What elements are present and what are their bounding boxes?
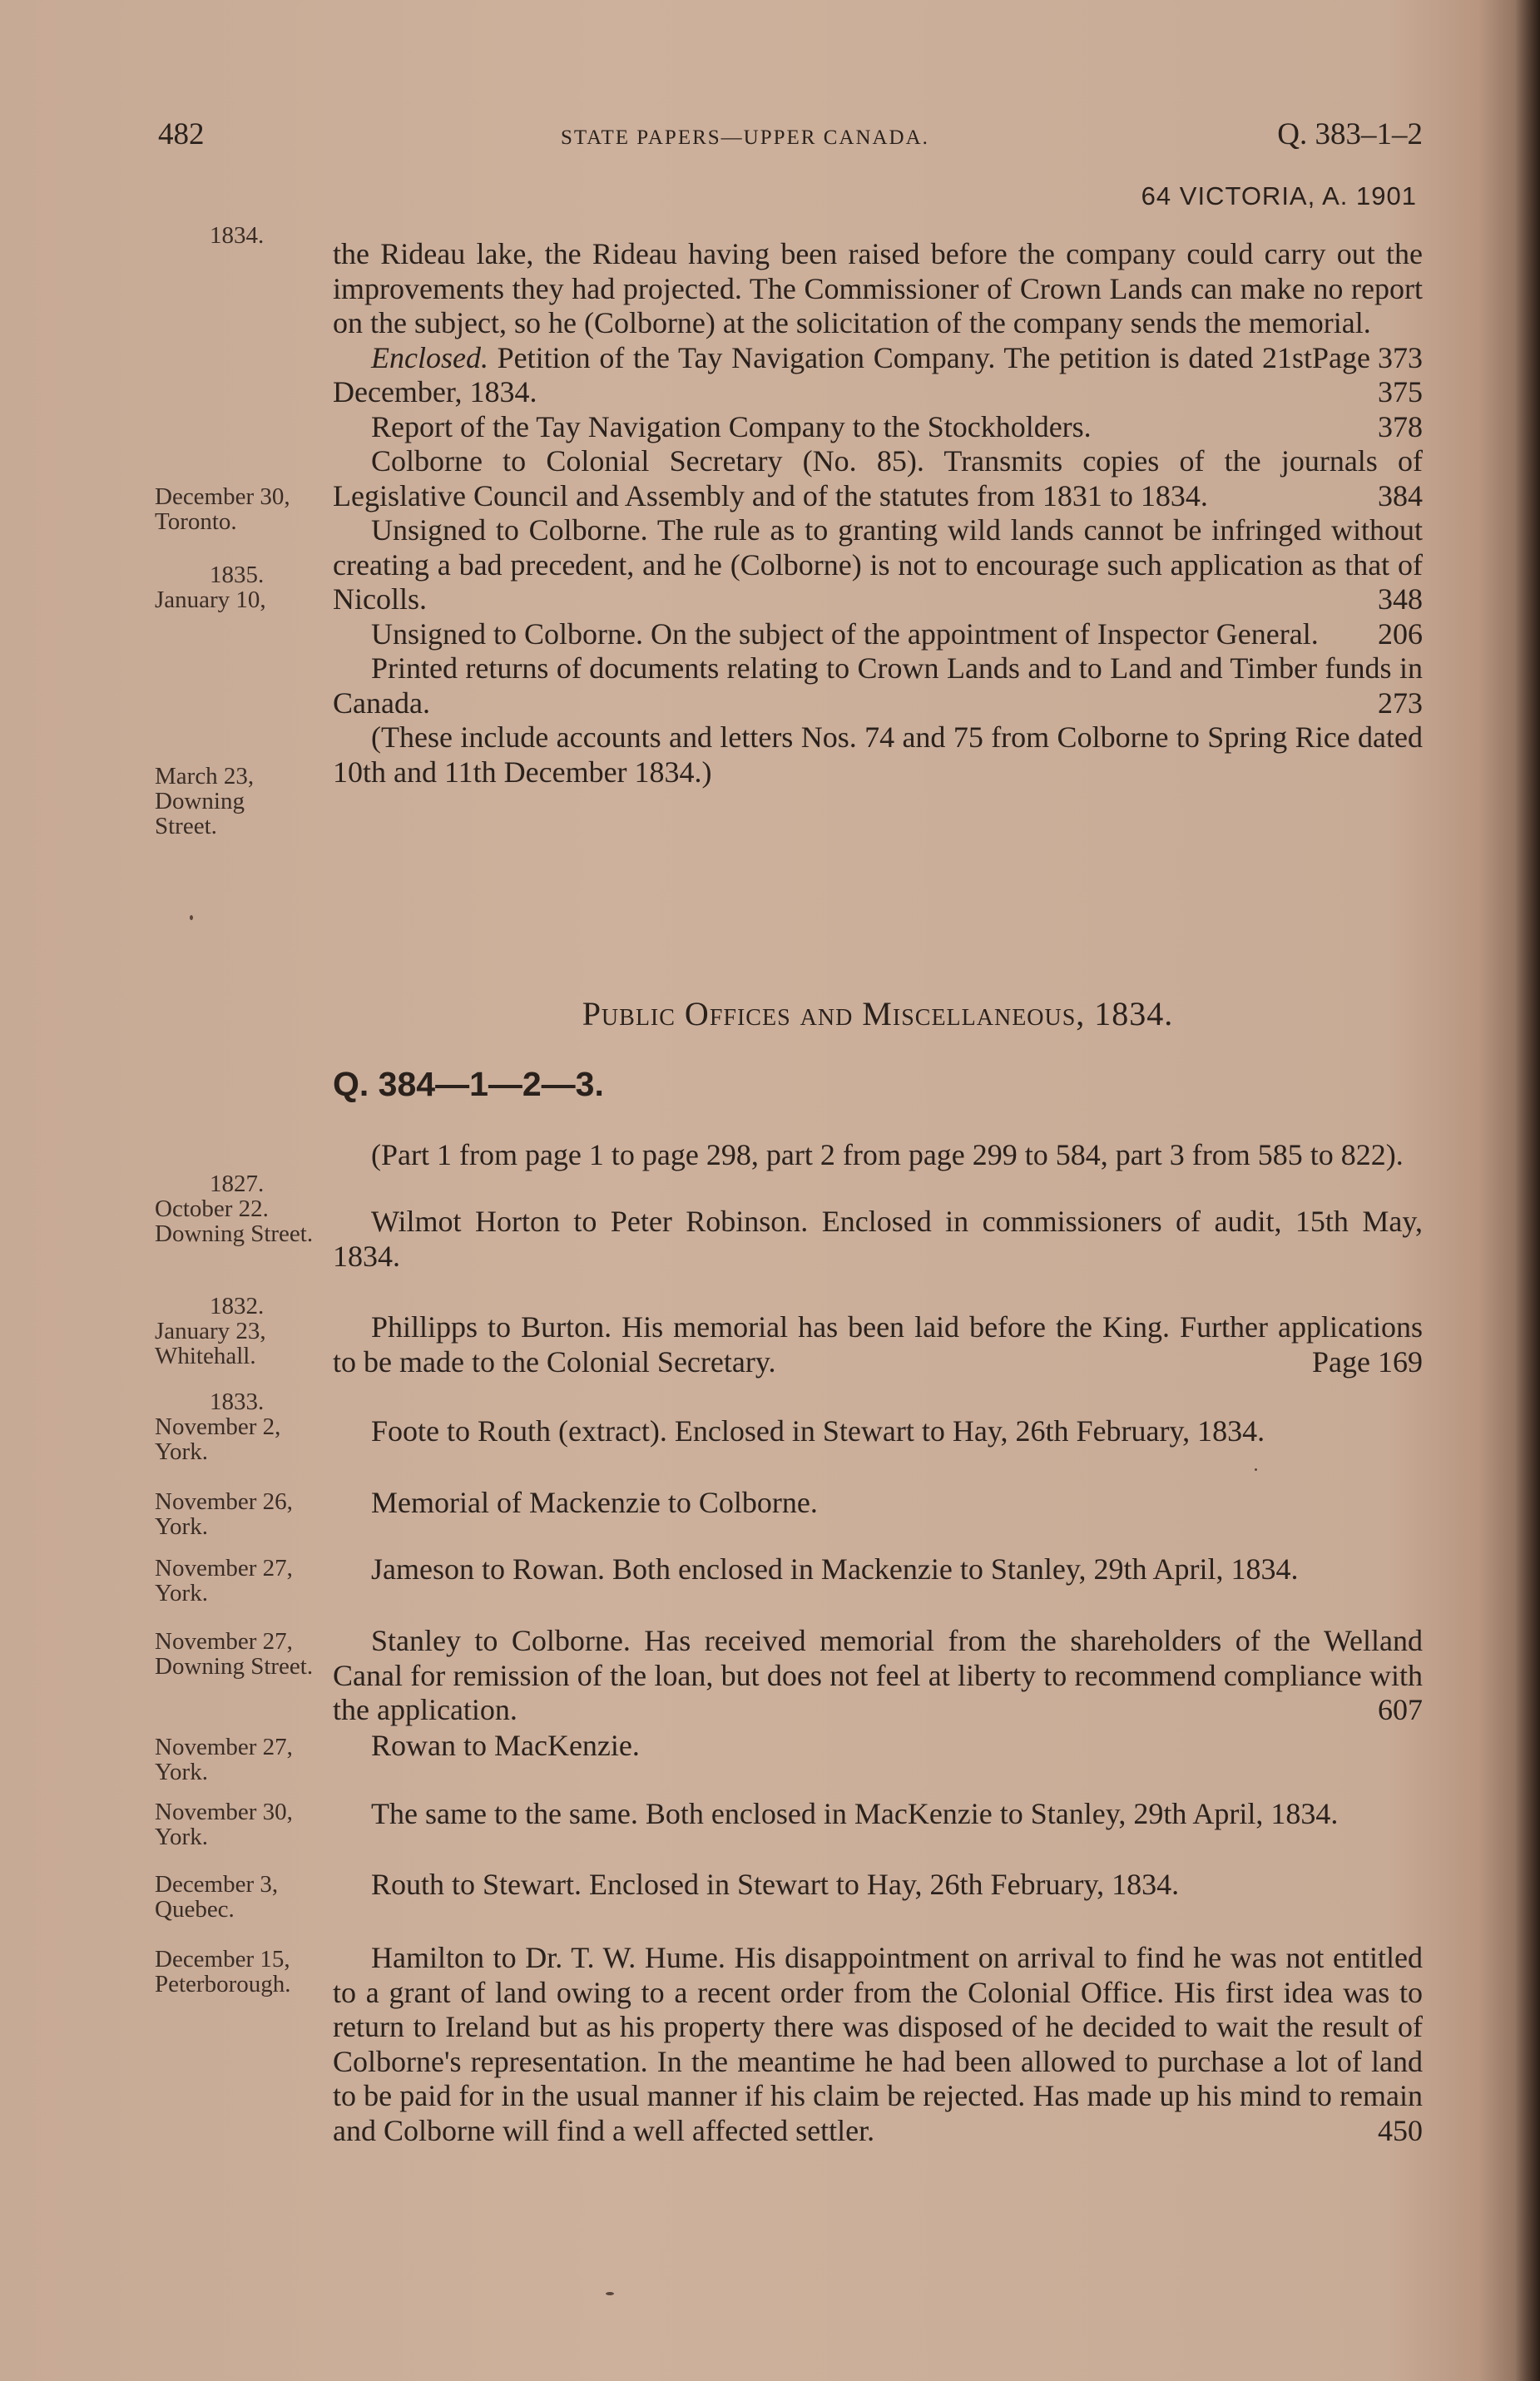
margin-date: November 26, York. bbox=[155, 1488, 293, 1540]
margin-date: 1832. January 23, Whitehall. bbox=[155, 1293, 266, 1369]
margin-date: March 23, Downing Street. bbox=[155, 763, 255, 839]
paragraph: Colborne to Colonial Secretary (No. 85). Transmits copies of the journals of Legislative Council and Assembly and of the statutes from 1831 to 1834. 384 bbox=[333, 444, 1423, 512]
section-1-body bbox=[333, 237, 1423, 790]
entry: Phillipps to Burton. His memorial has been laid before the King. Further applications to be made to the Colonial Secretary. Page 169 bbox=[333, 1310, 1423, 1379]
paper-speck bbox=[606, 2292, 614, 2295]
entry: Hamilton to Dr. T. W. Hume. His disappointment on arrival to find he was not entitled to a grant of land owing to a recent order from the Colonial Office. His first idea was to return to Ireland but as his property there was disposed of he decided to wait the result of Colborne's representation. In the meantime he had been allowed to purchase a lot of land to be paid for in the usual manner if his claim be rejected. Has made up his mind to remain and Colborne will find a well affected settler. 450 bbox=[333, 1941, 1423, 2147]
margin-date: November 27, York. bbox=[155, 1734, 293, 1785]
paper-speck bbox=[1255, 1468, 1257, 1471]
margin-date: November 27, Downing Street. bbox=[155, 1628, 314, 1680]
paragraph: Printed returns of documents relating to Crown Lands and to Land and Timber funds in Canada. 273 bbox=[333, 651, 1423, 720]
page-edge-shadow bbox=[1515, 0, 1540, 2381]
entry: Rowan to MacKenzie. bbox=[371, 1729, 640, 1762]
entry: Wilmot Horton to Peter Robinson. Enclosed in commissioners of audit, 15th May, 1834. bbox=[333, 1205, 1423, 1273]
paragraph: Enclosed. Petition of the Tay Navigation Company. The petition is dated 21st December, 1834. 375 bbox=[333, 340, 1423, 408]
section-2-intro: (Part 1 from page 1 to page 298, part 2 from page 299 to 584, part 3 from 585 to 822). bbox=[371, 1138, 1404, 1171]
paragraph: the Rideau lake, the Rideau having been raised before the company could carry out the improvements they had projected. The Commissioner of Crown Lands can make no report on the subject, so he (Colborne) at the solicitation of the company sends the memorial. Page 373 bbox=[333, 237, 1423, 374]
running-title: STATE PAPERS—UPPER CANADA. bbox=[561, 126, 929, 149]
margin-date: November 30, York. bbox=[155, 1799, 293, 1850]
paragraph: Unsigned to Colborne. The rule as to granting wild lands cannot be infringed without creating a bad precedent, and he (Colborne) is not to encourage such application as that of Nicolls. 348 bbox=[333, 513, 1423, 616]
paragraph: (These include accounts and letters Nos. 74 and 75 from Colborne to Spring Rice dated 10th and 11th December 1834.) bbox=[333, 720, 1423, 789]
entry: Routh to Stewart. Enclosed in Stewart to Hay, 26th February, 1834. bbox=[371, 1868, 1180, 1901]
margin-date: December 30, Toronto. bbox=[155, 483, 290, 535]
margin-date: 1827. October 22. Downing Street. bbox=[155, 1171, 314, 1247]
volume-subheading: Q. 384—1—2—3. bbox=[333, 1065, 604, 1103]
entry: Foote to Routh (extract). Enclosed in Stewart to Hay, 26th February, 1834. bbox=[371, 1414, 1265, 1448]
margin-year: 1835. bbox=[210, 562, 265, 588]
page-number: 482 bbox=[158, 117, 205, 151]
regnal-year: 64 VICTORIA, A. 1901 bbox=[1141, 181, 1417, 210]
paper-speck bbox=[190, 915, 193, 920]
running-header bbox=[158, 116, 1423, 156]
margin-date: December 15, Peterborough. bbox=[155, 1946, 291, 1997]
entry: The same to the same. Both enclosed in MacKenzie to Stanley, 29th April, 1834. bbox=[371, 1797, 1339, 1830]
paragraph: Unsigned to Colborne. On the subject of the appointment of Inspector General. 206 bbox=[371, 616, 1423, 651]
section-heading: Public Offices and Miscellaneous, 1834. bbox=[582, 995, 1174, 1032]
margin-date: December 3, Quebec. bbox=[155, 1871, 279, 1923]
margin-year: 1834. bbox=[210, 222, 265, 249]
entry: Jameson to Rowan. Both enclosed in Mackenzie to Stanley, 29th April, 1834. bbox=[371, 1552, 1299, 1586]
volume-reference: Q. 383–1–2 bbox=[1277, 117, 1423, 151]
paragraph: Report of the Tay Navigation Company to the Stockholders. 378 bbox=[371, 409, 1423, 443]
margin-date: 1833. November 2, York. bbox=[155, 1389, 281, 1465]
entry: Stanley to Colborne. Has received memorial from the shareholders of the Welland Canal for remission of the loan, but does not feel at liberty to recommend compliance with the application. 607 bbox=[333, 1624, 1423, 1726]
entry: Memorial of Mackenzie to Colborne. bbox=[371, 1486, 818, 1519]
margin-date: January 10, bbox=[155, 587, 266, 613]
margin-date: November 27, York. bbox=[155, 1555, 293, 1606]
